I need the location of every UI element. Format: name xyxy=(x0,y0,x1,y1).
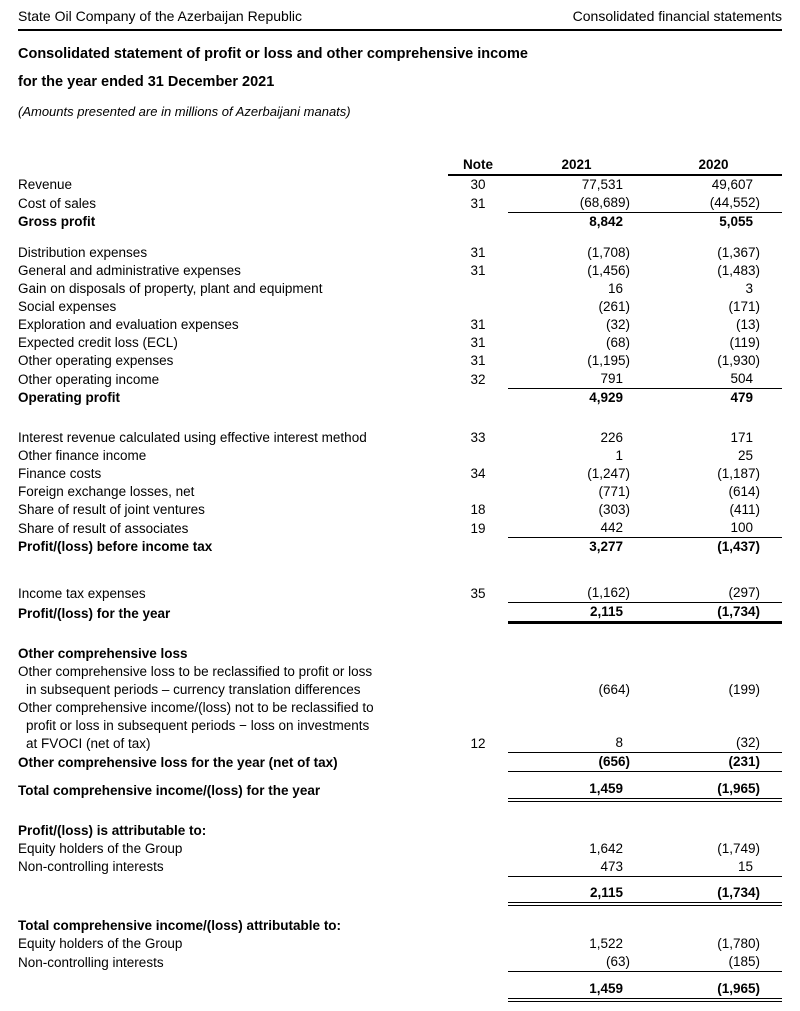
table-gap xyxy=(18,623,782,645)
table-row xyxy=(18,429,782,447)
row-value-2021: 8,842 xyxy=(589,214,623,229)
row-label: Gain on disposals of property, plant and equipment xyxy=(18,281,323,296)
table-row xyxy=(18,280,782,298)
table-row xyxy=(18,663,782,699)
row-value-2020: (1,780) xyxy=(717,936,760,951)
table-row xyxy=(18,538,782,557)
row-label: Social expenses xyxy=(18,299,117,314)
row-value-2020 xyxy=(645,917,782,935)
row-label: Cost of sales xyxy=(18,195,97,211)
row-label: Profit/(loss) before income tax xyxy=(18,539,213,554)
row-value-2020: (1,367) xyxy=(717,245,760,260)
row-value-2020: 25 xyxy=(737,448,753,463)
table-row xyxy=(18,352,782,370)
row-label: Other operating income xyxy=(18,371,160,387)
row-value-2021: (1,195) xyxy=(587,353,630,368)
row-value-2021: 1,642 xyxy=(589,840,623,856)
row-label: Foreign exchange losses, net xyxy=(18,484,195,499)
row-value-2021: (656) xyxy=(508,753,645,772)
row-label: General and administrative expenses xyxy=(18,263,241,278)
row-value-2020: (1,965) xyxy=(645,780,782,800)
table-row xyxy=(18,389,782,408)
row-note xyxy=(448,538,508,557)
row-value-2021 xyxy=(508,917,645,935)
row-note xyxy=(448,822,508,840)
row-note xyxy=(448,917,508,935)
row-note xyxy=(448,953,508,972)
table-row xyxy=(18,194,782,213)
table-row xyxy=(18,370,782,389)
row-value-2020: (13) xyxy=(735,317,760,332)
row-value-2021: (32) xyxy=(605,317,630,332)
header-company: State Oil Company of the Azerbaijan Republic xyxy=(18,8,303,24)
row-value-2020: (614) xyxy=(728,484,760,499)
row-label: Finance costs xyxy=(18,466,102,481)
table-gap xyxy=(18,904,782,917)
row-label: Total comprehensive income/(loss) attributable to: xyxy=(18,918,342,933)
row-note xyxy=(448,780,508,800)
statement-title: Consolidated statement of profit or loss and other comprehensive income xyxy=(18,46,528,62)
row-label: Equity holders of the Group xyxy=(18,840,183,856)
table-row xyxy=(18,858,782,877)
row-note: 31 xyxy=(470,263,486,278)
row-value-2020: (32) xyxy=(645,699,782,753)
table-row xyxy=(18,935,782,953)
row-note xyxy=(448,753,508,772)
row-value-2020 xyxy=(645,822,782,840)
col-note: Note xyxy=(448,155,508,175)
row-label: Other finance income xyxy=(18,448,147,463)
row-value-2020: 3 xyxy=(745,281,753,296)
row-value-2021: (303) xyxy=(598,502,630,517)
row-value-2020: (1,734) xyxy=(645,603,782,623)
table-header-row xyxy=(18,155,782,175)
table-gap xyxy=(18,876,782,884)
row-note: 18 xyxy=(470,502,486,517)
row-value-2020: 100 xyxy=(645,519,782,538)
table-row xyxy=(18,519,782,538)
row-value-2021: (1,456) xyxy=(587,263,630,278)
table-row xyxy=(18,822,782,840)
table-row xyxy=(18,584,782,603)
row-value-2021: 1,459 xyxy=(508,980,645,1000)
row-label xyxy=(18,884,448,904)
row-note xyxy=(448,447,508,465)
row-value-2020: (1,749) xyxy=(717,840,760,856)
table-gap xyxy=(18,407,782,429)
row-note: 34 xyxy=(470,466,486,481)
table-row xyxy=(18,980,782,1000)
financial-table xyxy=(18,155,782,1002)
table-row xyxy=(18,175,782,194)
table-gap xyxy=(18,231,782,244)
row-note: 31 xyxy=(470,353,486,368)
row-label: Revenue xyxy=(18,177,73,192)
row-value-2021: 2,115 xyxy=(508,884,645,904)
row-label: Share of result of associates xyxy=(18,520,189,536)
row-value-2021: (68) xyxy=(605,335,630,350)
table-gap xyxy=(18,972,782,980)
row-value-2021: (261) xyxy=(598,299,630,314)
row-note: 30 xyxy=(470,177,486,192)
col-2021: 2021 xyxy=(508,155,645,175)
row-label: Other comprehensive loss xyxy=(18,645,188,661)
row-value-2021: 473 xyxy=(508,858,645,877)
row-note: 31 xyxy=(470,317,486,332)
row-value-2020: (1,483) xyxy=(717,263,760,278)
row-value-2021: 8 xyxy=(508,699,645,753)
row-value-2020: 5,055 xyxy=(719,214,753,229)
row-value-2021: 77,531 xyxy=(581,177,623,192)
row-note xyxy=(448,603,508,623)
table-row xyxy=(18,483,782,501)
row-value-2020: (171) xyxy=(728,299,760,314)
row-value-2021: 4,929 xyxy=(589,390,623,405)
row-value-2021: 2,115 xyxy=(508,603,645,623)
row-label: Income tax expenses xyxy=(18,585,146,601)
table-row xyxy=(18,501,782,519)
row-value-2021 xyxy=(508,822,645,840)
row-note: 35 xyxy=(470,585,486,601)
statement-period: for the year ended 31 December 2021 xyxy=(18,74,275,90)
row-value-2021: 1,459 xyxy=(508,780,645,800)
row-value-2021: 3,277 xyxy=(589,539,623,554)
table-row xyxy=(18,316,782,334)
table-row xyxy=(18,447,782,465)
row-value-2021: (664) xyxy=(598,681,630,697)
table-row xyxy=(18,953,782,972)
row-value-2020 xyxy=(645,645,782,663)
row-note: 19 xyxy=(470,520,486,536)
row-note xyxy=(448,935,508,953)
row-value-2020: (119) xyxy=(729,335,760,350)
page-header xyxy=(18,8,782,31)
row-label: Profit/(loss) for the year xyxy=(18,605,171,621)
table-row xyxy=(18,917,782,935)
row-note xyxy=(448,213,508,232)
row-label: Operating profit xyxy=(18,390,120,405)
row-label: Interest revenue calculated using effective interest method xyxy=(18,430,367,445)
table-row xyxy=(18,840,782,858)
row-note xyxy=(448,858,508,877)
row-label: Non-controlling interests xyxy=(18,859,164,874)
row-value-2020: (1,734) xyxy=(645,884,782,904)
row-note xyxy=(448,483,508,501)
table-row xyxy=(18,244,782,262)
table-row xyxy=(18,884,782,904)
row-label xyxy=(18,980,448,1000)
row-note: 32 xyxy=(470,371,486,387)
row-note: 12 xyxy=(470,735,486,751)
row-value-2021: 16 xyxy=(607,281,623,296)
row-label: Other comprehensive income/(loss) not to be reclassified to profit or loss in subsequent periods − loss on investments at FVOCI (net of tax) xyxy=(18,699,374,751)
row-label: Total comprehensive income/(loss) for the year xyxy=(18,782,321,798)
row-note: 31 xyxy=(470,335,486,350)
row-value-2021: (1,708) xyxy=(587,245,630,260)
table-gap xyxy=(18,556,782,584)
row-value-2020: (411) xyxy=(729,502,760,517)
row-value-2020: 49,607 xyxy=(711,177,753,192)
row-label: Expected credit loss (ECL) xyxy=(18,335,178,350)
row-value-2020: (231) xyxy=(645,753,782,772)
row-value-2021: (771) xyxy=(598,484,630,499)
row-value-2020: (1,930) xyxy=(717,353,760,368)
row-note xyxy=(448,298,508,316)
table-row xyxy=(18,753,782,772)
table-row xyxy=(18,334,782,352)
header-doc-type: Consolidated financial statements xyxy=(572,8,782,24)
row-label: Equity holders of the Group xyxy=(18,936,183,951)
col-label-spacer xyxy=(18,155,448,175)
table-row xyxy=(18,465,782,483)
row-value-2021: (1,247) xyxy=(587,466,630,481)
row-value-2020: 479 xyxy=(730,390,753,405)
row-value-2020: (1,437) xyxy=(717,539,760,554)
row-note xyxy=(448,663,508,699)
row-value-2021: (1,162) xyxy=(508,584,645,603)
table-row xyxy=(18,262,782,280)
row-value-2020: (185) xyxy=(645,953,782,972)
table-row xyxy=(18,645,782,663)
row-value-2021 xyxy=(508,645,645,663)
row-note xyxy=(448,884,508,904)
row-value-2020: 504 xyxy=(645,370,782,389)
row-note: 31 xyxy=(470,245,486,260)
row-label: Exploration and evaluation expenses xyxy=(18,317,239,332)
row-label: Distribution expenses xyxy=(18,245,148,260)
row-note xyxy=(448,645,508,663)
row-value-2021: (63) xyxy=(508,953,645,972)
row-label: Share of result of joint ventures xyxy=(18,502,205,517)
row-value-2020: (199) xyxy=(728,681,760,697)
table-row xyxy=(18,298,782,316)
row-label: Other comprehensive loss to be reclassified to profit or loss in subsequent periods – currency translation differences xyxy=(18,663,373,697)
row-label: Non-controlling interests xyxy=(18,954,164,970)
row-value-2021: (68,689) xyxy=(508,194,645,213)
row-label: Gross profit xyxy=(18,214,96,229)
row-value-2020: 15 xyxy=(645,858,782,877)
col-2020: 2020 xyxy=(645,155,782,175)
row-value-2020: (1,965) xyxy=(645,980,782,1000)
row-value-2020: (1,187) xyxy=(717,466,760,481)
row-value-2020: (44,552) xyxy=(645,194,782,213)
row-value-2020: (297) xyxy=(645,584,782,603)
row-note: 33 xyxy=(470,430,486,445)
table-row xyxy=(18,603,782,623)
row-value-2020: 171 xyxy=(730,430,753,445)
table-row xyxy=(18,780,782,800)
row-label: Other comprehensive loss for the year (net of tax) xyxy=(18,754,338,770)
amounts-note: (Amounts presented are in millions of Azerbaijani manats) xyxy=(18,104,351,119)
row-label: Other operating expenses xyxy=(18,353,174,368)
row-value-2021: 226 xyxy=(600,430,623,445)
row-value-2021: 791 xyxy=(508,370,645,389)
row-value-2021: 442 xyxy=(508,519,645,538)
row-label: Profit/(loss) is attributable to: xyxy=(18,822,207,838)
table-gap xyxy=(18,800,782,822)
table-row xyxy=(18,213,782,232)
row-note xyxy=(448,980,508,1000)
row-note xyxy=(448,389,508,408)
row-note xyxy=(448,840,508,858)
row-value-2021: 1,522 xyxy=(589,936,623,951)
row-note xyxy=(448,280,508,298)
row-value-2021: 1 xyxy=(615,448,623,463)
row-note: 31 xyxy=(470,195,486,211)
table-row xyxy=(18,699,782,753)
table-gap xyxy=(18,772,782,780)
